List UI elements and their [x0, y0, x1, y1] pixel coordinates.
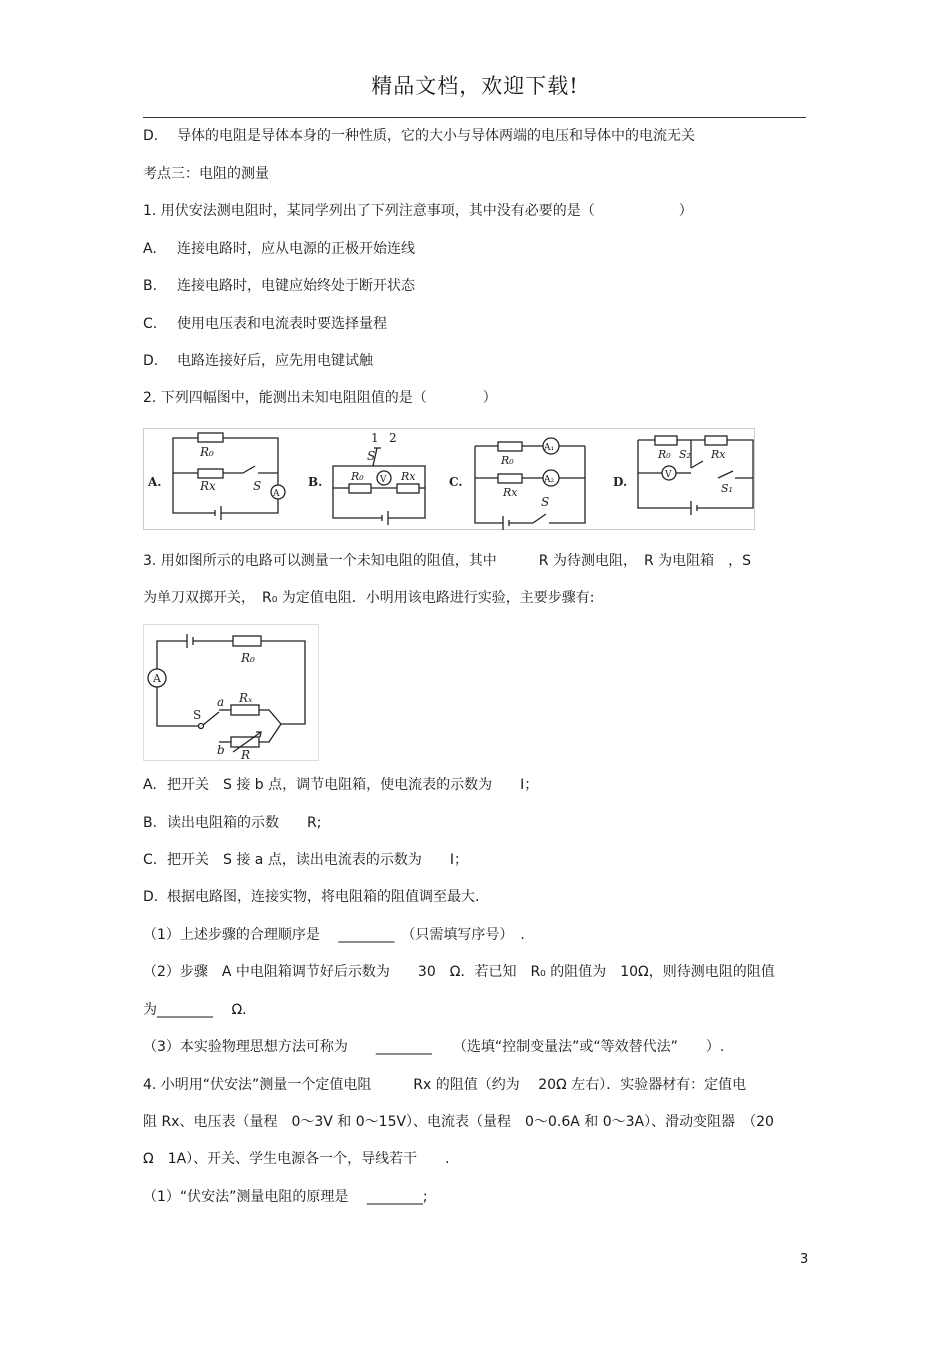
- question-3-cont: 为单刀双掷开关， R₀ 为定值电阻．小明用该电路进行实验，主要步骤有:: [143, 590, 595, 606]
- ammeter-label: A₂: [544, 475, 555, 485]
- label-1: 1: [371, 431, 379, 445]
- panel-label: B.: [308, 475, 323, 489]
- option-label: B.: [143, 278, 158, 294]
- voltmeter-label: V: [380, 475, 387, 485]
- option-line: [143, 127, 695, 145]
- question-4-cont: Ω 1A）、开关、学生电源各一个，导线若干 .: [143, 1151, 450, 1167]
- step-text: 根据电路图，连接实物，将电阻箱的阻值调至最大.: [167, 889, 480, 905]
- label-a: a: [217, 695, 225, 709]
- question-4: 4. 小明用“伏安法”测量一个定值电阻 Rx 的阻值（约为 20Ω 左右）．实验器材有：定值电: [143, 1077, 747, 1093]
- ammeter-label: A₁: [544, 443, 555, 453]
- option-line: [143, 315, 387, 333]
- option-line: [143, 352, 373, 370]
- option-text: 使用电压表和电流表时要选择量程: [177, 316, 387, 332]
- question-1: 1. 用伏安法测电阻时，某同学列出了下列注意事项，其中没有必要的是（ ）: [143, 203, 693, 219]
- step-label: A.: [143, 777, 157, 793]
- step-text: 把开关 S 接 a 点，读出电流表的示数为 I；: [167, 852, 468, 868]
- sub-question: （1）上述步骤的合理顺序是 ________ （只需填写序号） .: [143, 927, 525, 943]
- panel-label: A.: [148, 475, 162, 489]
- label-s: S: [193, 708, 202, 722]
- label-rx: Rx: [503, 486, 518, 499]
- option-text: 连接电路时，电键应始终处于断开状态: [177, 278, 415, 294]
- option-label: D.: [143, 128, 159, 144]
- panel-label: C.: [449, 475, 463, 489]
- sub-question: （3）本实验物理思想方法可称为 ________ （选填“控制变量法”或“等效替代法” ）.: [143, 1039, 725, 1055]
- step-line: [143, 776, 538, 794]
- label-rx: Rx: [200, 479, 216, 493]
- option-label: C.: [143, 316, 158, 332]
- option-label: A.: [143, 241, 157, 257]
- step-text: 读出电阻箱的示数 R;: [167, 815, 322, 831]
- sub-question-cont: 为________ Ω.: [143, 1002, 247, 1018]
- ammeter-label: A: [273, 489, 280, 499]
- step-line: [143, 888, 479, 906]
- label-s2: S₂: [679, 448, 691, 461]
- label-s: S: [541, 495, 550, 509]
- step-line: [143, 814, 321, 832]
- step-label: D.: [143, 889, 159, 905]
- question-4-cont: 阻 Rx、电压表（量程 0～3V 和 0～15V）、电流表（量程 0～0.6A 和 0～3A）、滑动变阻器 （20: [143, 1114, 774, 1130]
- label-2: 2: [389, 431, 397, 445]
- label-rx: Rₓ: [239, 691, 253, 705]
- section-heading: 考点三：电阻的测量: [143, 166, 269, 182]
- label-r0: R₀: [200, 445, 214, 459]
- option-text: 导体的电阻是导体本身的一种性质，它的大小与导体两端的电压和导体中的电流无关: [177, 128, 695, 144]
- sub-question: （1）“伏安法”测量电阻的原理是 ________;: [143, 1189, 428, 1205]
- page-number: 3: [800, 1252, 809, 1267]
- option-label: D.: [143, 353, 159, 369]
- question-3: 3. 用如图所示的电路可以测量一个未知电阻的阻值，其中 R 为待测电阻， R 为电阻箱 ，S: [143, 553, 752, 569]
- label-rx: Rx: [711, 448, 726, 461]
- step-line: [143, 851, 468, 869]
- circuit-options-figure: [143, 428, 755, 530]
- label-b: b: [217, 743, 225, 757]
- voltmeter-label: V: [665, 470, 672, 480]
- label-s: S: [253, 479, 262, 493]
- step-label: B.: [143, 815, 158, 831]
- label-s1: S₁: [721, 482, 733, 495]
- measurement-circuit-figure: [143, 624, 319, 761]
- ammeter-label: A: [153, 672, 161, 685]
- step-text: 把开关 S 接 b 点，调节电阻箱，使电流表的示数为 I；: [167, 777, 539, 793]
- sub-question: （2）步骤 A 中电阻箱调节好后示数为 30 Ω．若已知 R₀ 的阻值为 10Ω，则待测电阻的阻值: [143, 964, 775, 980]
- header-rule: [143, 117, 806, 118]
- label-r: R: [241, 748, 251, 761]
- page-header: 精品文档，欢迎下载!: [371, 74, 579, 98]
- option-line: [143, 240, 415, 258]
- label-r0: R₀: [658, 448, 671, 461]
- label-r0: R₀: [351, 470, 364, 483]
- label-r0: R₀: [241, 651, 255, 665]
- panel-label: D.: [613, 475, 628, 489]
- option-text: 电路连接好后，应先用电键试触: [177, 353, 373, 369]
- label-s: S: [367, 449, 376, 463]
- step-label: C.: [143, 852, 158, 868]
- label-r0: R₀: [501, 454, 514, 467]
- label-rx: Rx: [401, 470, 416, 483]
- question-2: 2. 下列四幅图中，能测出未知电阻阻值的是（ ）: [143, 390, 497, 406]
- option-line: [143, 277, 415, 295]
- option-text: 连接电路时，应从电源的正极开始连线: [177, 241, 415, 257]
